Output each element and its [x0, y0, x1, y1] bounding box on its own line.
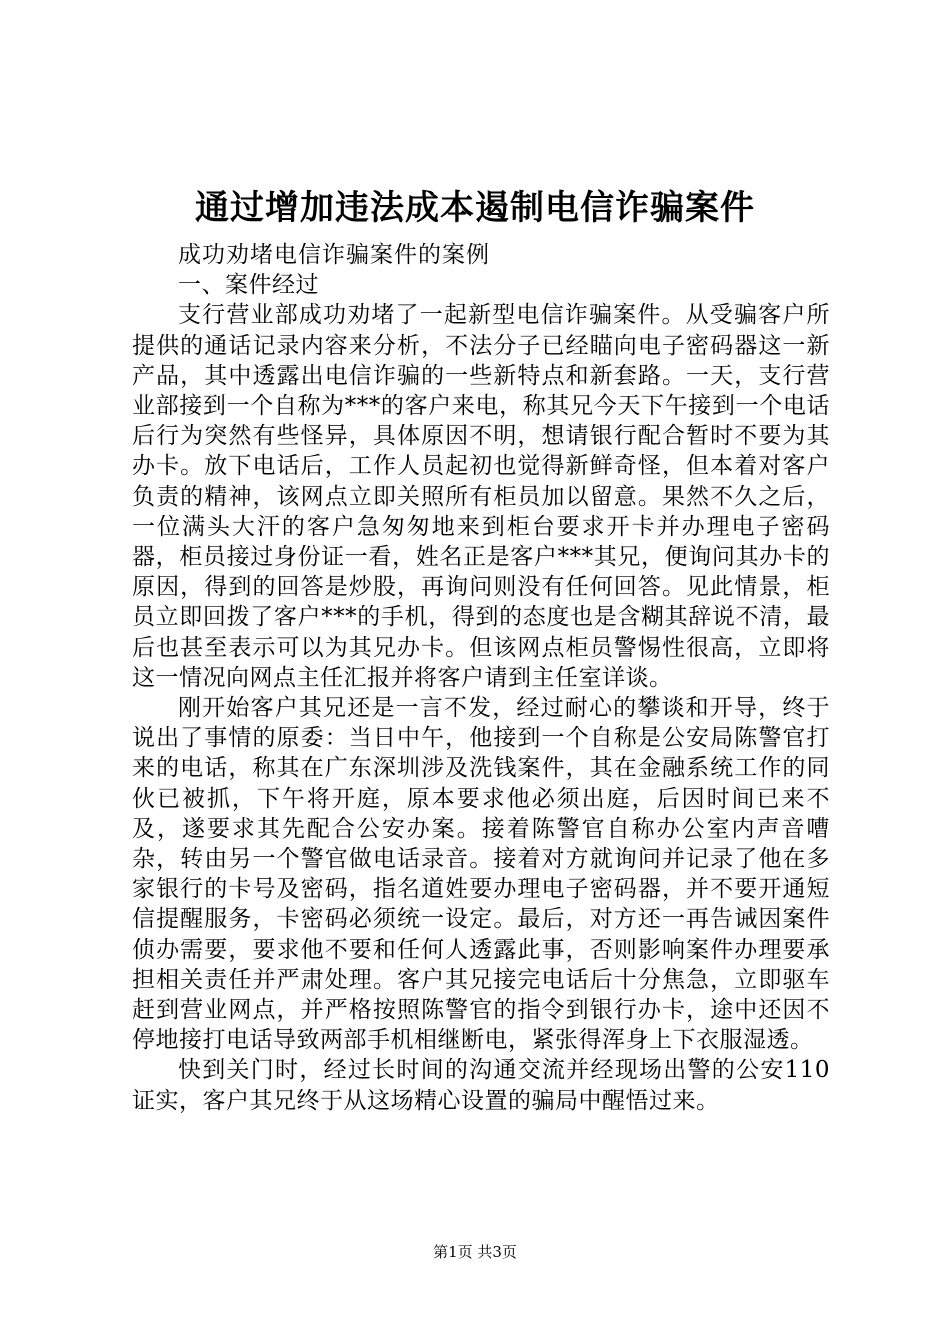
document-title: 通过增加违法成本遏制电信诈骗案件 — [195, 188, 755, 228]
document-body — [132, 240, 830, 1116]
body-paragraph-3: 快到关门时，经过长时间的沟通交流并经现场出警的公安110证实，客户其兄终于从这场精心设置的骗局中醒悟过来。 — [132, 1057, 830, 1114]
body-paragraph-1: 支行营业部成功劝堵了一起新型电信诈骗案件。从受骗客户所提供的通话记录内容来分析，不法分子已经瞄向电子密码器这一新产品，其中透露出电信诈骗的一些新特点和新套路。一天，支行营业部接到一个自称为***的客户来电，称其兄今天下午接到一个电话后行为突然有些怪异，具体原因不明，想请银行配合暂时不要为其办卡。放下电话后，工作人员起初也觉得新鲜奇怪，但本着对客户负责的精神，该网点立即关照所有柜员加以留意。果然不久之后，一位满头大汗的客户急匆匆地来到柜台要求开卡并办理电子密码器，柜员接过身份证一看，姓名正是客户***其兄，便询问其办卡的原因，得到的回答是炒股，再询问则没有任何回答。见此情景，柜员立即回拨了客户***的手机，得到的态度也是含糊其辞说不清，最后也甚至表示可以为其兄办卡。但该网点柜员警惕性很高，立即将这一情况向网点主任汇报并将客户请到主任室详谈。 — [132, 302, 830, 691]
section-heading: 一、案件经过 — [178, 272, 319, 299]
body-paragraph-2: 刚开始客户其兄还是一言不发，经过耐心的攀谈和开导，终于说出了事情的原委：当日中午，他接到一个自称是公安局陈警官打来的电话，称其在广东深圳涉及洗钱案件，其在金融系统工作的同伙已被抓，下午将开庭，原本要求他必须出庭，后因时间已来不及，遂要求其先配合公安办案。接着陈警官自称办公室内声音嘈杂，转由另一个警官做电话录音。接着对方就询问并记录了他在多家银行的卡号及密码，指名道姓要办理电子密码器，并不要开通短信提醒服务，卡密码必须统一设定。最后，对方还一再告诫因案件侦办需要，要求他不要和任何人透露此事，否则影响案件办理要承担相关责任并严肃处理。客户其兄接完电话后十分焦急，立即驱车赶到营业网点，并严格按照陈警官的指令到银行办卡，途中还因不停地接打电话导致两部手机相继断电，紧张得浑身上下衣服湿透。 — [132, 695, 830, 1054]
page-number-footer: 第1页 共3页 — [433, 1243, 517, 1261]
subtitle-paragraph: 成功劝堵电信诈骗案件的案例 — [178, 242, 490, 268]
